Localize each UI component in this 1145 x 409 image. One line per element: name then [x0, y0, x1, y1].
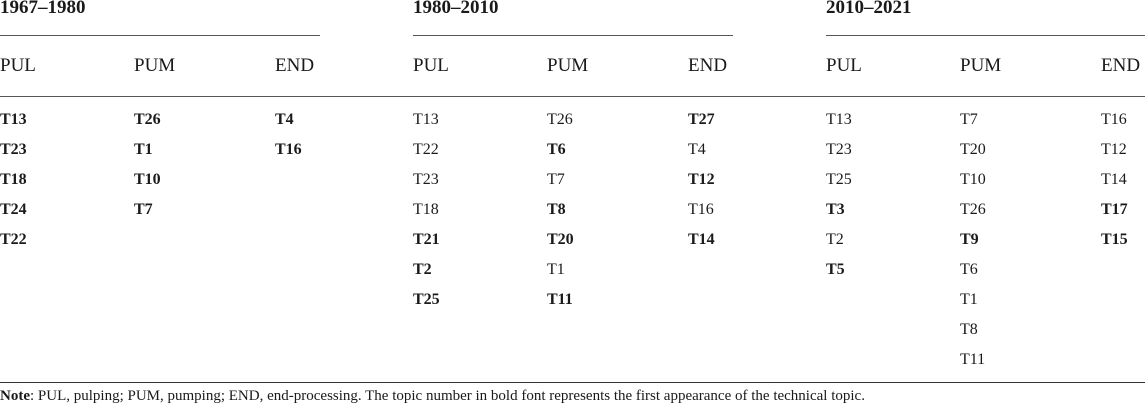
topic-cell: T1 [960, 291, 978, 308]
topic-cell: T22 [413, 141, 439, 158]
topic-cell: T21 [413, 231, 440, 248]
topic-cell: T5 [826, 261, 845, 278]
table-note [0, 386, 865, 406]
topic-column-p3-pum [960, 108, 986, 378]
col-header-p3-pum: PUM [960, 55, 1002, 76]
topic-cell: T13 [413, 111, 439, 128]
topic-cell: T4 [688, 141, 706, 158]
topic-cell: T13 [826, 111, 852, 128]
topic-cell: T27 [688, 111, 715, 128]
topic-cell: T26 [547, 111, 573, 128]
note-label: Note [0, 388, 30, 404]
col-header-p1-end: END [275, 55, 315, 76]
topic-cell: T20 [960, 141, 986, 158]
topic-cell: T9 [960, 231, 979, 248]
topic-cell: T12 [1101, 141, 1127, 158]
note-text: : PUL, pulping; PUM, pumping; END, end-processing. The topic number in bold font represents the first appearance of the technical topic. [30, 388, 865, 404]
header-rule [0, 96, 1145, 97]
col-header-p2-pul: PUL [413, 55, 449, 76]
topic-cell: T1 [547, 261, 565, 278]
period-title-2010-2021: 2010–2021 [826, 0, 912, 18]
topic-cell: T15 [1101, 231, 1128, 248]
topic-cell: T13 [0, 111, 27, 128]
topic-cell: T17 [1101, 201, 1128, 218]
topic-cell: T8 [547, 201, 566, 218]
topic-cell: T6 [547, 141, 566, 158]
topic-cell: T10 [134, 171, 161, 188]
topic-cell: T7 [960, 111, 978, 128]
period-title-1980-2010: 1980–2010 [413, 0, 499, 18]
topic-cell: T23 [0, 141, 27, 158]
period-rule-2 [413, 35, 733, 36]
topic-cell: T2 [826, 231, 844, 248]
topic-cell: T4 [275, 111, 294, 128]
topic-column-p3-pul [826, 108, 852, 288]
topic-cell: T25 [413, 291, 440, 308]
topic-column-p1-end [275, 108, 302, 168]
topic-cell: T16 [275, 141, 302, 158]
topic-cell: T24 [0, 201, 27, 218]
period-rule-1 [0, 35, 320, 36]
topic-cell: T1 [134, 141, 153, 158]
topic-cell: T20 [547, 231, 574, 248]
topic-column-p2-pul [413, 108, 440, 318]
topic-column-p1-pul [0, 108, 27, 258]
topic-cell: T18 [413, 201, 439, 218]
topic-cell: T16 [688, 201, 714, 218]
topic-cell: T14 [1101, 171, 1127, 188]
topic-cell: T18 [0, 171, 27, 188]
col-header-p2-end: END [688, 55, 728, 76]
col-header-p1-pum: PUM [134, 55, 176, 76]
topic-cell: T23 [826, 141, 852, 158]
col-header-p2-pum: PUM [547, 55, 589, 76]
col-header-p1-pul: PUL [0, 55, 36, 76]
topic-cell: T11 [960, 351, 986, 368]
topic-cell: T10 [960, 171, 986, 188]
topic-cell: T26 [960, 201, 986, 218]
topic-cell: T12 [688, 171, 715, 188]
topic-cell: T8 [960, 321, 978, 338]
topic-cell: T26 [134, 111, 161, 128]
period-title-1967-1980: 1967–1980 [0, 0, 86, 18]
period-rule-3 [826, 35, 1145, 36]
topic-cell: T11 [547, 291, 573, 308]
topic-cell: T25 [826, 171, 852, 188]
topic-column-p2-pum [547, 108, 574, 318]
topic-cell: T3 [826, 201, 845, 218]
topic-cell: T23 [413, 171, 439, 188]
topic-cell: T6 [960, 261, 978, 278]
col-header-p3-pul: PUL [826, 55, 862, 76]
col-header-p3-end: END [1101, 55, 1141, 76]
bottom-rule [0, 382, 1145, 383]
topic-cell: T7 [547, 171, 565, 188]
topic-cell: T2 [413, 261, 432, 278]
topic-column-p1-pum [134, 108, 161, 228]
topic-column-p3-end [1101, 108, 1128, 258]
topic-column-p2-end [688, 108, 715, 258]
topic-cell: T14 [688, 231, 715, 248]
topic-cell: T7 [134, 201, 153, 218]
topic-cell: T22 [0, 231, 27, 248]
topic-cell: T16 [1101, 111, 1127, 128]
